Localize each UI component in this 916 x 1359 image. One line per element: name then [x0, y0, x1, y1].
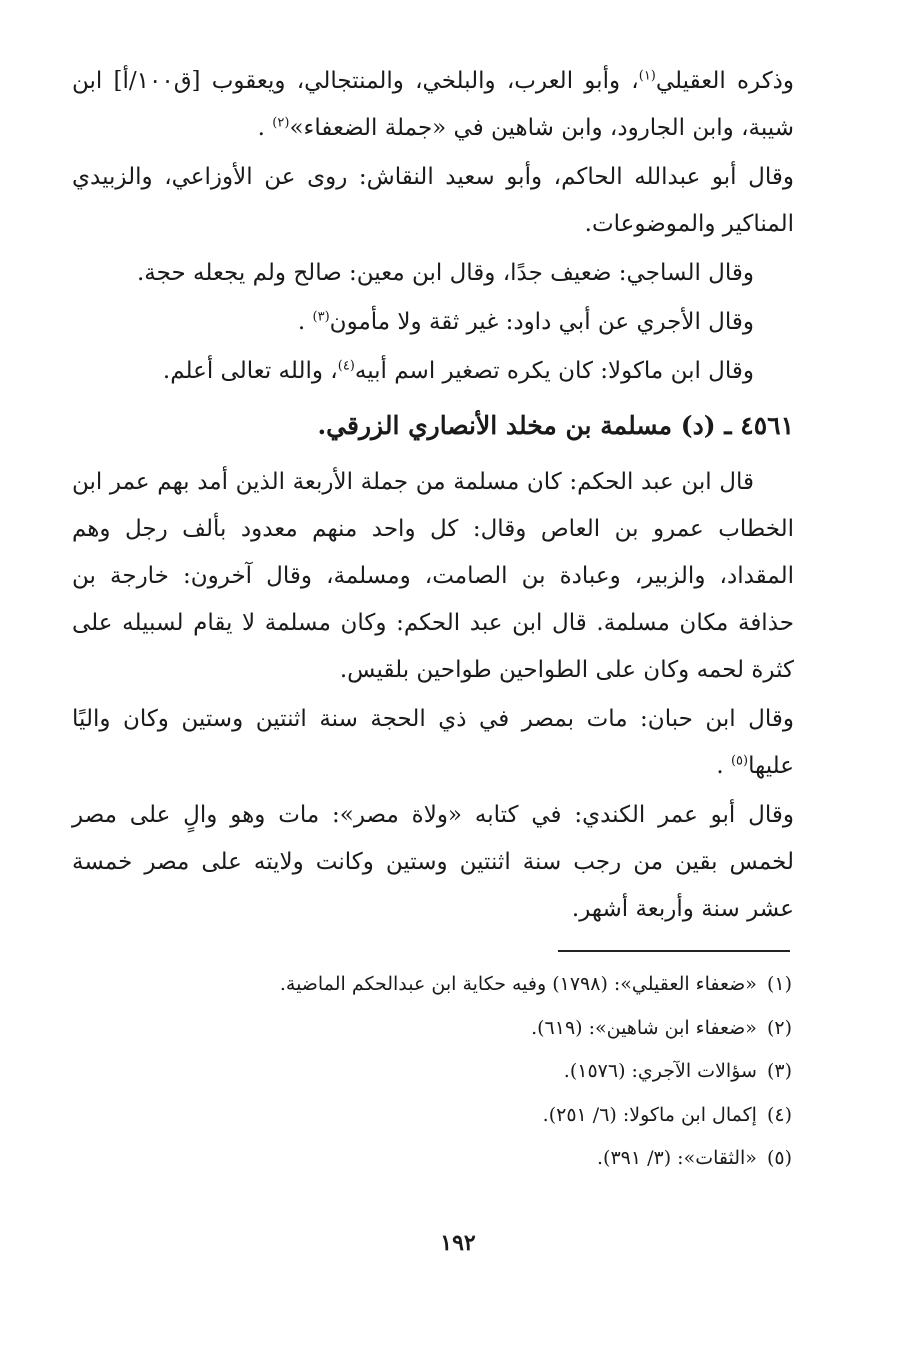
- footnote-5: [120, 1137, 792, 1181]
- page-number: ١٩٢: [440, 1230, 476, 1256]
- paragraph-1-text-b: ، وأبو العرب، والبلخي، والمنتجالي، ويعقوب [ق١٠٠/أ] ابن شيبة، وابن الجارود، وابن شاهين في «جملة الضعفاء»: [72, 68, 794, 141]
- footnote-ref-1: (١): [638, 68, 656, 84]
- paragraph-3: وقال الساجي: ضعيف جدًا، وقال ابن معين: صالح ولم يجعله حجة.: [136, 260, 754, 286]
- paragraph-4-end: .: [297, 309, 313, 335]
- paragraph-1: [72, 58, 794, 152]
- paragraph-4: [72, 299, 794, 346]
- footnote-number: (٤): [766, 1103, 792, 1126]
- footnote-text: «ضعفاء العقيلي»: (١٧٩٨) وفيه حكاية ابن عبدالحكم الماضية.: [279, 973, 757, 995]
- paragraph-4-text: وقال الأجري عن أبي داود: غير ثقة ولا مأمون: [329, 309, 754, 335]
- footnote-number: (٥): [766, 1147, 792, 1169]
- paragraph-5: [72, 348, 794, 395]
- paragraph-1-text-c: .: [257, 115, 273, 141]
- footnote-2: [120, 1007, 792, 1051]
- footnote-divider: [558, 950, 790, 952]
- footnote-text: «ضعفاء ابن شاهين»: (٦١٩).: [531, 1016, 757, 1039]
- paragraph-2: وقال أبو عبدالله الحاكم، وأبو سعيد النقاش: روى عن الأوزاعي، والزبيدي المناكير والموضوعات.: [72, 164, 794, 237]
- paragraph-7-end: .: [716, 753, 731, 779]
- footnote-ref-5: (٥): [730, 753, 749, 769]
- entry-title: ٤٥٦١ ـ (د) مسلمة بن مخلد الأنصاري الزرقي.: [317, 411, 794, 440]
- footnote-4: [120, 1094, 792, 1138]
- footnote-ref-4: (٤): [337, 358, 355, 374]
- footnotes: [120, 963, 792, 1181]
- footnote-text: «الثقات»: (٣/ ٣٩١).: [596, 1147, 757, 1169]
- footnote-1: [120, 963, 792, 1007]
- paragraph-7: [72, 696, 794, 790]
- footnote-text: سؤالات الآجري: (١٥٧٦).: [563, 1060, 757, 1082]
- paragraph-8: وقال أبو عمر الكندي: في كتابه «ولاة مصر»: مات وهو والٍ على مصر لخمس بقين من رجب سنة اثنتين وستين وكانت ولايته على مصر خمسة عشر سنة وأربعة أشهر.: [72, 802, 794, 922]
- footnote-number: (١): [766, 973, 792, 995]
- footnote-3: [120, 1050, 792, 1094]
- footnote-ref-3: (٣): [312, 309, 330, 325]
- paragraph-6: قال ابن عبد الحكم: كان مسلمة من جملة الأربعة الذين أمد بهم عمر ابن الخطاب عمرو بن العاص وقال: كل واحد منهم معدود بألف رجل وهم المقداد، والزبير، وعبادة بن الصامت، ومسلمة، وقال آخرون: خارجة بن حذافة مكان مسلمة. قال ابن عبد الحكم: وكان مسلمة لا يقام لسبيله على كثرة لحمه وكان على الطواحين طواحين بلقيس.: [72, 469, 794, 683]
- paragraph-1-text-a: وذكره العقيلي: [655, 68, 794, 94]
- footnote-ref-2: (٢): [272, 115, 290, 131]
- footnote-number: (٣): [766, 1060, 792, 1082]
- main-text: [72, 58, 794, 935]
- paragraph-5-end: ، والله تعالى أعلم.: [162, 358, 338, 384]
- footnote-number: (٢): [766, 1016, 792, 1039]
- footnote-text: إكمال ابن ماكولا: (٦/ ٢٥١).: [542, 1103, 757, 1126]
- paragraph-5-text: وقال ابن ماكولا: كان يكره تصغير اسم أبيه: [354, 358, 754, 384]
- paragraph-7-text: وقال ابن حبان: مات بمصر في ذي الحجة سنة اثنتين وستين وكان واليًا عليها: [72, 706, 794, 779]
